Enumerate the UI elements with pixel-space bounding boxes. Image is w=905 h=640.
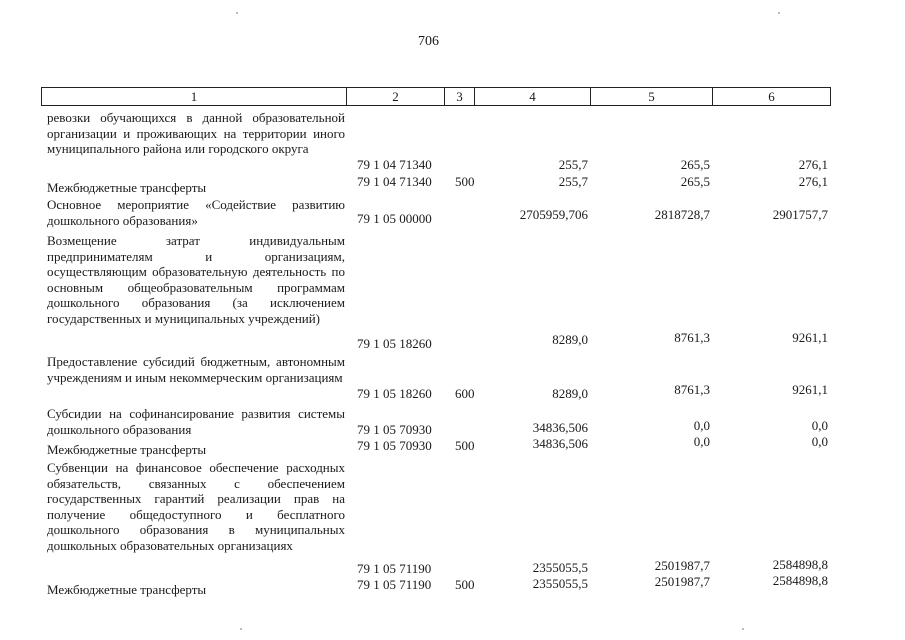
row-description: Межбюджетные трансферты [47, 442, 207, 457]
row-value-col4: 2705959,706 [519, 207, 588, 222]
row-value-col6: 2584898,8 [772, 573, 828, 588]
scan-speck [240, 628, 242, 630]
row-code: 79 1 05 70930 [357, 422, 432, 437]
row-value-col4: 2355055,5 [532, 576, 588, 591]
row-description: ревозки обучающихся в данной образовательной организации и проживающих на территории иного муниципального района или городского округа [47, 110, 345, 156]
row-value-col5: 2501987,7 [654, 574, 710, 589]
row-value-col5: 2818728,7 [654, 207, 710, 222]
row-description: Межбюджетные трансферты [47, 180, 207, 195]
row-description: Основное мероприятие «Содействие развитию дошкольного образования» [47, 197, 345, 228]
row-value-col6: 2901757,7 [772, 207, 828, 222]
row-code: 79 1 05 00000 [357, 211, 432, 226]
scan-speck [236, 12, 238, 14]
row-code: 79 1 05 71190 [357, 561, 432, 576]
row-value-col5: 0,0 [693, 434, 710, 449]
row-vr: 500 [455, 577, 475, 592]
row-value-col5: 0,0 [693, 418, 710, 433]
header-col-5: 5 [591, 88, 713, 105]
row-code: 79 1 05 18260 [357, 336, 432, 351]
row-description: Субсидии на софинансирование развития системы дошкольного образования [47, 406, 345, 437]
row-code: 79 1 04 71340 [357, 174, 432, 189]
header-col-3: 3 [445, 88, 475, 105]
row-value-col5: 265,5 [680, 174, 710, 189]
row-code: 79 1 04 71340 [357, 157, 432, 172]
row-vr: 600 [455, 386, 475, 401]
header-col-4: 4 [475, 88, 591, 105]
row-value-col4: 255,7 [558, 157, 588, 172]
scan-speck [742, 628, 744, 630]
row-value-col6: 0,0 [811, 418, 828, 433]
row-description: Субвенции на финансовое обеспечение расходных обязательств, связанных с обеспечением государственных гарантий реализации прав на получение общедоступного и бесплатного дошкольного образования в муниципальных дошкольных образовательных организациях [47, 460, 345, 553]
row-vr: 500 [455, 438, 475, 453]
row-value-col6: 0,0 [811, 434, 828, 449]
row-value-col4: 8289,0 [552, 386, 588, 401]
header-col-1: 1 [42, 88, 347, 105]
row-value-col5: 8761,3 [674, 382, 710, 397]
row-value-col4: 34836,506 [532, 436, 588, 451]
row-value-col6: 2584898,8 [772, 557, 828, 572]
row-value-col5: 8761,3 [674, 330, 710, 345]
row-code: 79 1 05 70930 [357, 438, 432, 453]
row-value-col6: 9261,1 [792, 382, 828, 397]
row-description: Предоставление субсидий бюджетным, автономным учреждениям и иным некоммерческим организациям [47, 354, 345, 385]
row-code: 79 1 05 18260 [357, 386, 432, 401]
scan-speck [778, 12, 780, 14]
header-col-6: 6 [768, 89, 775, 104]
row-description: Межбюджетные трансферты [47, 582, 207, 597]
row-vr: 500 [455, 174, 475, 189]
row-value-col4: 255,7 [558, 174, 588, 189]
row-code: 79 1 05 71190 [357, 577, 432, 592]
row-value-col4: 34836,506 [532, 420, 588, 435]
row-value-col5: 265,5 [680, 157, 710, 172]
row-value-col6: 276,1 [798, 157, 828, 172]
page-number: 706 [418, 34, 439, 49]
row-value-col5: 2501987,7 [654, 558, 710, 573]
row-value-col4: 8289,0 [552, 332, 588, 347]
row-description: Возмещение затрат индивидуальным предпринимателям и организациям, осуществляющим образовательную деятельность по основным общеобразовательным программам дошкольного образования (за исключением государственных и муниципальных учреждений) [47, 233, 345, 326]
row-value-col4: 2355055,5 [532, 560, 588, 575]
header-col-2: 2 [347, 88, 445, 105]
row-value-col6: 9261,1 [792, 330, 828, 345]
row-value-col6: 276,1 [798, 174, 828, 189]
